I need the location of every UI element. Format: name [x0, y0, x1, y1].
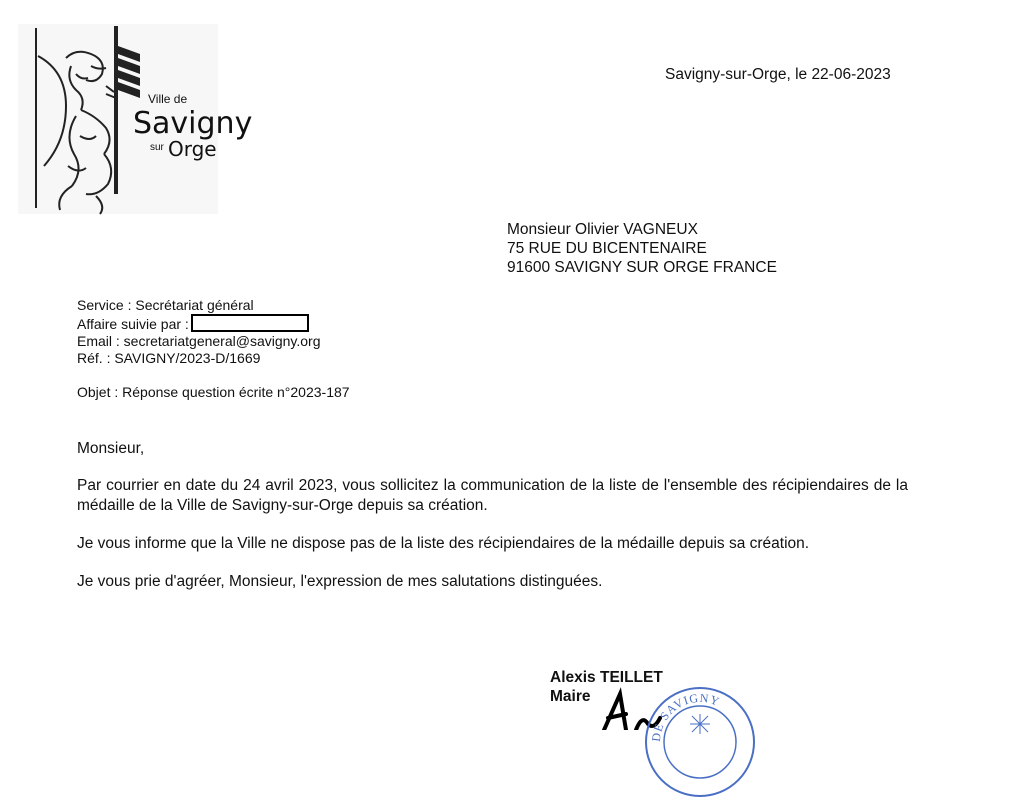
recipient-name: Monsieur Olivier VAGNEUX [507, 221, 698, 238]
reference-block [77, 297, 321, 367]
affaire-label: Affaire suivie par : [77, 316, 189, 332]
recipient-city: 91600 SAVIGNY SUR ORGE FRANCE [507, 259, 777, 276]
stamp-text: DE SAVIGNY [648, 690, 722, 743]
flag-icon [118, 46, 142, 106]
logo-orge: Orge [168, 137, 217, 161]
recipient-street: 75 RUE DU BICENTENAIRE [507, 240, 707, 257]
subject-line: Objet : Réponse question écrite n°2023-187 [77, 384, 350, 400]
city-logo [18, 24, 253, 214]
svg-text:DE SAVIGNY [649, 691, 722, 743]
letter-body [77, 476, 908, 590]
date-line: Savigny-sur-Orge, le 22-06-2023 [665, 66, 891, 83]
service-line: Service : Secrétariat général [77, 297, 254, 313]
recipient-address [507, 220, 777, 277]
logo-savigny: Savigny [133, 106, 253, 141]
paragraph-3: Je vous prie d'agréer, Monsieur, l'expression de mes salutations distinguées. [77, 573, 603, 590]
paragraph-2: Je vous informe que la Ville ne dispose pas de la liste des récipiendaires de la médaille depuis sa création. [77, 535, 810, 552]
logo-sur: sur [150, 142, 164, 153]
official-stamp [642, 684, 758, 800]
salutation: Monsieur, [77, 440, 145, 457]
paragraph-1: Par courrier en date du 24 avril 2023, vous sollicitez la communication de la liste de l'ensemble des récipiendaires de la médaille de la Ville de Savigny-sur-Orge depuis sa création. [77, 477, 908, 514]
signer-name: Alexis TEILLET [550, 669, 663, 686]
signer-title: Maire [550, 688, 591, 705]
logo-ville-de: Ville de [148, 92, 188, 106]
email-line: Email : secretariatgeneral@savigny.org [77, 333, 321, 349]
lion-icon [36, 46, 126, 216]
redacted-box [191, 314, 309, 332]
reference-line: Réf. : SAVIGNY/2023-D/1669 [77, 350, 261, 366]
affaire-line [77, 314, 321, 333]
